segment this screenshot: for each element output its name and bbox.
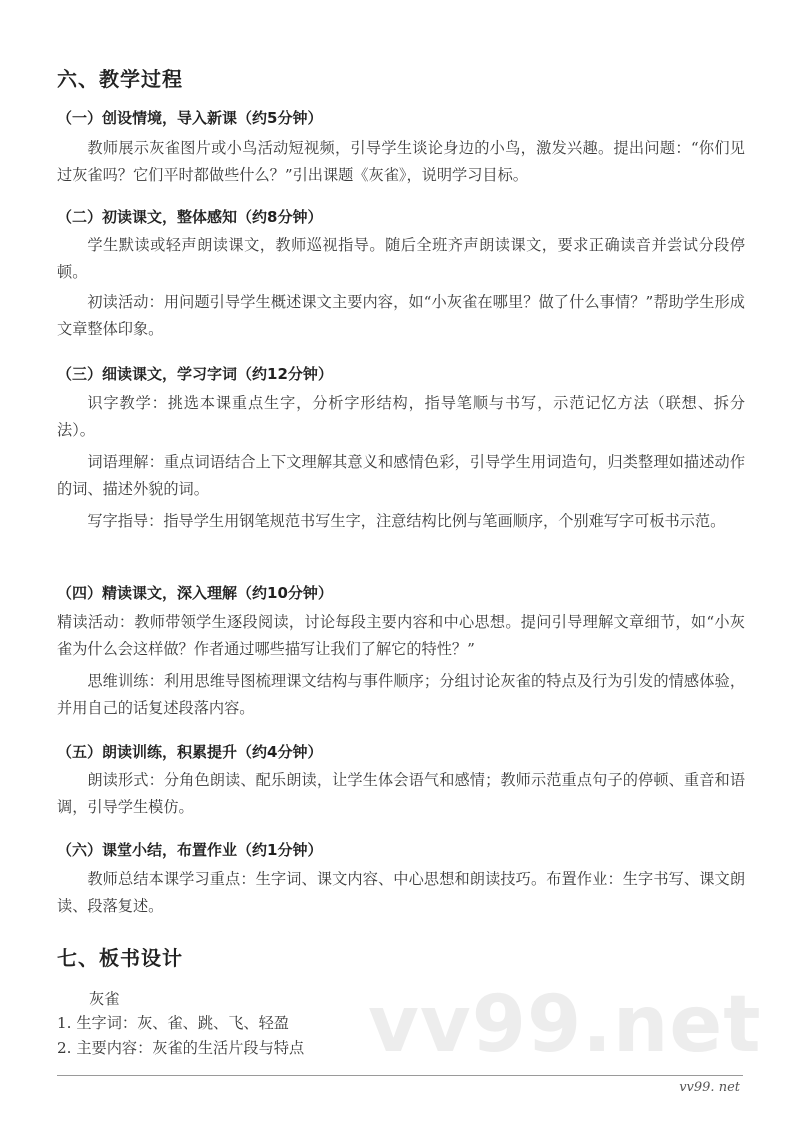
watermark: vv99.net xyxy=(368,980,762,1070)
step-5-paragraph-1: 朗读形式：分角色朗读、配乐朗读，让学生体会语气和感情；教师示范重点句子的停顿、重音和语调，引导学生模仿。 xyxy=(57,771,745,816)
step-heading-2: （二）初读课文，整体感知（约8分钟） xyxy=(57,208,323,226)
step-heading-6: （六）课堂小结，布置作业（约1分钟） xyxy=(57,841,323,859)
step-heading-3: （三）细读课文，学习字词（约12分钟） xyxy=(57,365,333,383)
section-title-board-design: 七、板书设计 xyxy=(57,946,183,970)
step-1-paragraph-1: 教师展示灰雀图片或小鸟活动短视频，引导学生谈论身边的小鸟，激发兴趣。提出问题：“你们见过灰雀吗？它们平时都做些什么？”引出课题《灰雀》，说明学习目标。 xyxy=(57,139,745,184)
step-3-paragraph-3: 写字指导：指导学生用钢笔规范书写生字，注意结构比例与笔画顺序，个别难写字可板书示范。 xyxy=(87,512,726,530)
step-3-paragraph-1: 识字教学：挑选本课重点生字，分析字形结构，指导笔顺与书写，示范记忆方法（联想、拆分法）。 xyxy=(57,394,745,439)
step-heading-5: （五）朗读训练，积累提升（约4分钟） xyxy=(57,743,323,761)
board-title: 灰雀 xyxy=(89,990,120,1008)
step-2-paragraph-2: 初读活动：用问题引导学生概述课文主要内容，如“小灰雀在哪里？做了什么事情？”帮助学生形成文章整体印象。 xyxy=(57,293,745,338)
step-2-paragraph-1: 学生默读或轻声朗读课文，教师巡视指导。随后全班齐声朗读课文，要求正确读音并尝试分段停顿。 xyxy=(57,236,745,281)
footer-site-name: vv99. net xyxy=(679,1080,740,1095)
step-3-paragraph-2: 词语理解：重点词语结合上下文理解其意义和感情色彩，引导学生用词造句，归类整理如描述动作的词、描述外貌的词。 xyxy=(57,453,745,498)
footer-divider xyxy=(57,1075,743,1076)
section-title-teaching-process: 六、教学过程 xyxy=(57,67,183,91)
board-item-2: 2. 主要内容：灰雀的生活片段与特点 xyxy=(57,1039,305,1057)
step-heading-1: （一）创设情境，导入新课（约5分钟） xyxy=(57,109,323,127)
step-heading-4: （四）精读课文，深入理解（约10分钟） xyxy=(57,584,333,602)
step-4-paragraph-1: 精读活动：教师带领学生逐段阅读，讨论每段主要内容和中心思想。提问引导理解文章细节，如“小灰雀为什么会这样做？作者通过哪些描写让我们了解它的特性？” xyxy=(57,613,745,658)
board-item-1: 1. 生字词：灰、雀、跳、飞、轻盈 xyxy=(57,1014,289,1032)
step-6-paragraph-1: 教师总结本课学习重点：生字词、课文内容、中心思想和朗读技巧。布置作业：生字书写、课文朗读、段落复述。 xyxy=(57,870,745,915)
step-4-paragraph-2: 思维训练：利用思维导图梳理课文结构与事件顺序；分组讨论灰雀的特点及行为引发的情感体验，并用自己的话复述段落内容。 xyxy=(57,672,745,717)
